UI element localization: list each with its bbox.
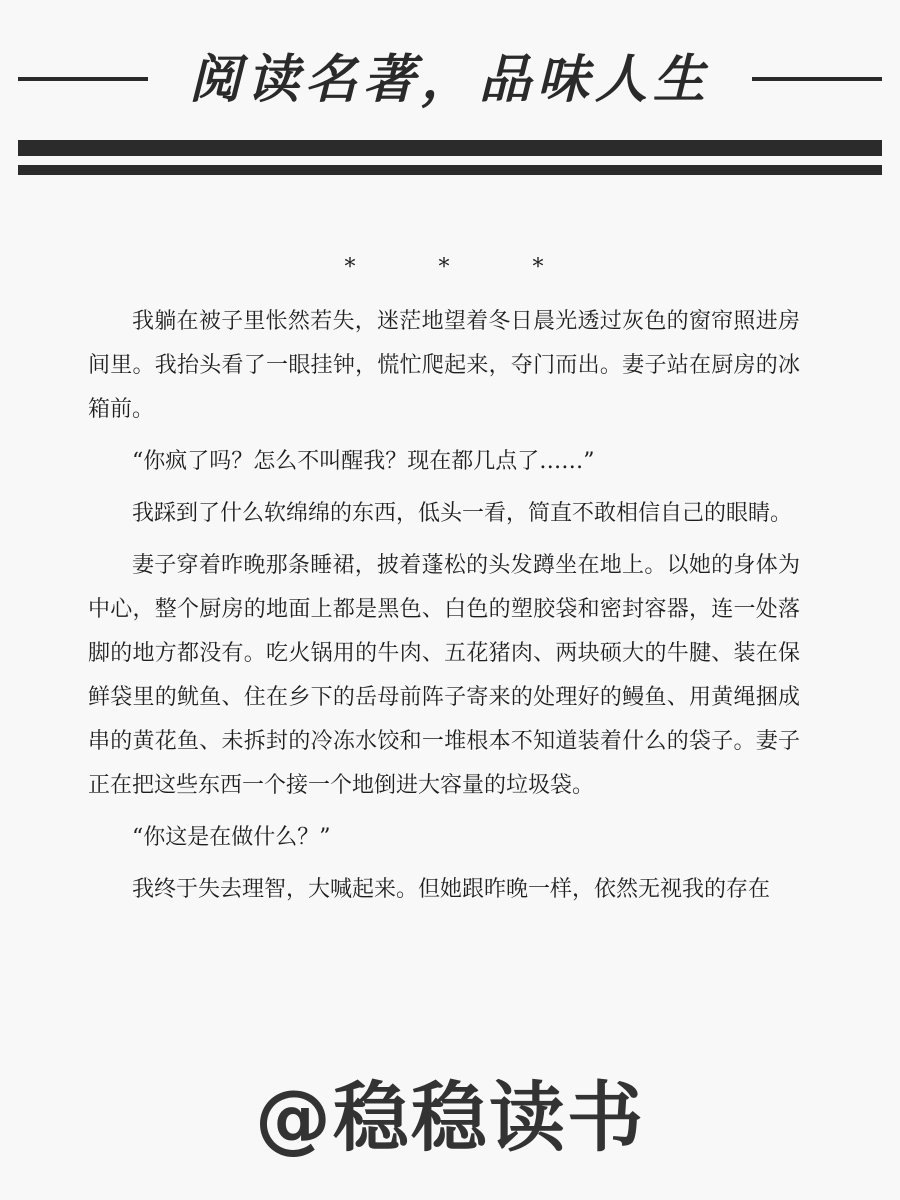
paragraph: 我踩到了什么软绵绵的东西，低头一看，简直不敢相信自己的眼睛。 <box>132 501 793 526</box>
header <box>0 40 900 120</box>
paragraph: “你这是在做什么？” <box>132 825 331 850</box>
paragraph: 我终于失去理智，大喊起来。但她跟昨晚一样，依然无视我的存在 <box>132 877 771 902</box>
paragraph: 我躺在被子里怅然若失，迷茫地望着冬日晨光透过灰色的窗帘照进房间里。我抬头看了一眼挂钟，慌忙爬起来，夺门而出。妻子站在厨房的冰箱前。 <box>88 309 800 422</box>
section-separator: * * * <box>344 255 582 280</box>
header-band-thick <box>18 140 882 156</box>
header-left-rule <box>18 77 148 81</box>
watermark: @稳稳读书 <box>255 1073 645 1162</box>
header-title: 阅读名著，品味人生 <box>188 50 711 110</box>
paragraph: “你疯了吗？怎么不叫醒我？现在都几点了……” <box>132 449 595 474</box>
paragraph: 妻子穿着昨晚那条睡裙，披着蓬松的头发蹲坐在地上。以她的身体为中心，整个厨房的地面上都是黑色、白色的塑胶袋和密封容器，连一处落脚的地方都没有。吃火锅用的牛肉、五花猪肉、两块硕大的牛腱、装在保鲜袋里的鱿鱼、住在乡下的岳母前阵子寄来的处理好的鳗鱼、用黄绳捆成串的黄花鱼、未拆封的冷冻水饺和一堆根本不知道装着什么的袋子。妻子正在把这些东西一个接一个地倒进大容量的垃圾袋。 <box>88 553 800 798</box>
header-band-thin <box>18 165 882 175</box>
article-body <box>88 248 800 920</box>
header-right-rule <box>752 77 882 81</box>
